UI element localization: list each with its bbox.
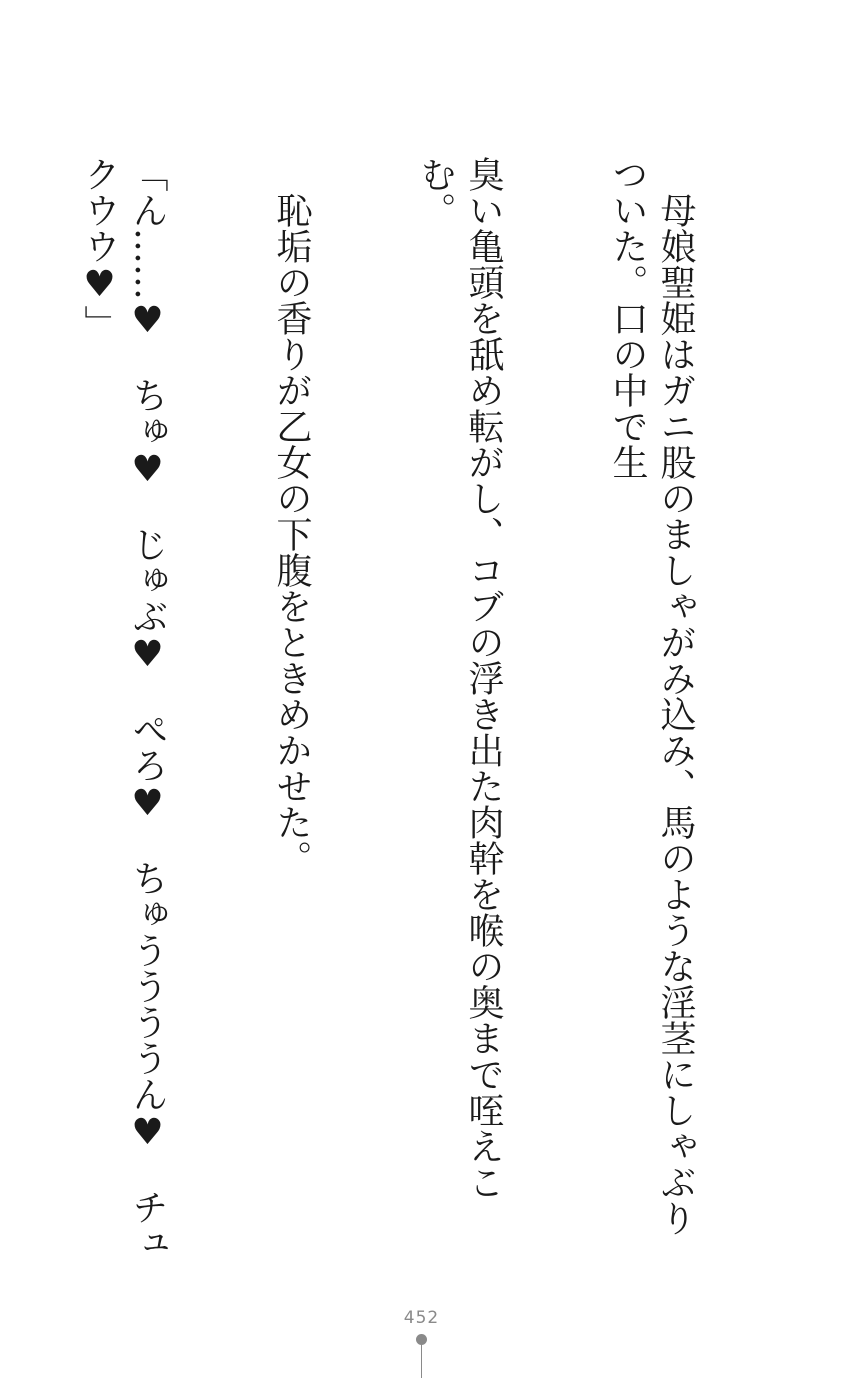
text-line: 母娘聖姫はガニ股のましゃがみ込み、馬のような淫茎にしゃぶりついた。口の中で生	[607, 156, 696, 1236]
text-line: 臭い亀頭を舐め転がし、コブの浮き出た肉幹を喉の奥まで咥えこむ。	[415, 156, 504, 1200]
text-line: 恥垢の香りが乙女の下腹をときめかせた。	[271, 156, 312, 876]
folio-rule-ornament	[421, 1344, 422, 1378]
page-number: 452	[403, 1308, 440, 1328]
vertical-text-body	[47, 156, 795, 1266]
text-line: 「ん……♥ ちゅ♥ じゅぶ♥ ぺろ♥ ちゅううううん♥ チュクウウ♥」	[79, 156, 168, 1261]
